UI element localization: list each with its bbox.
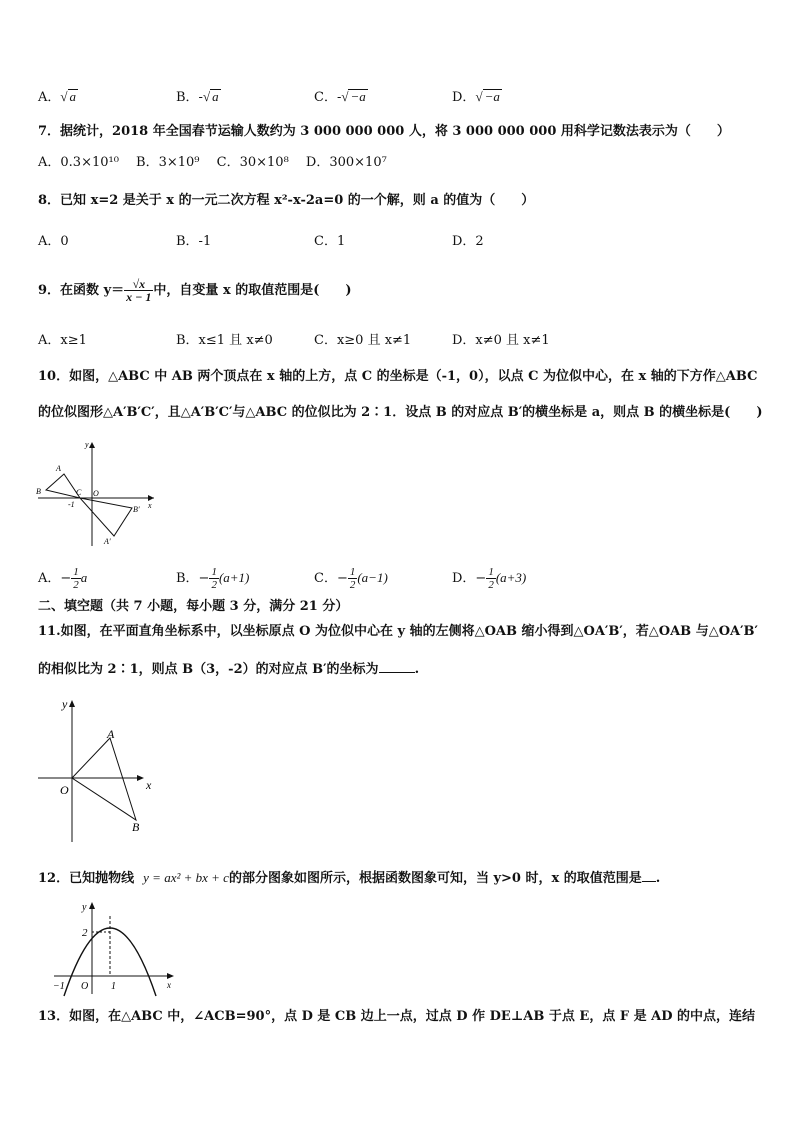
q10-label-bprime: B′ — [133, 505, 140, 514]
q9-option-c: C．x≥0 且 x≠1 — [314, 333, 412, 348]
q12-stem-end: . — [655, 871, 661, 886]
q11-figure — [34, 694, 164, 844]
q12-label-neg1: −1 — [53, 981, 65, 992]
q12-label-2: 2 — [82, 927, 88, 939]
q6-option-d-label: D． — [452, 90, 476, 105]
q6-option-b-label: B．- — [176, 90, 203, 105]
q10-label-neg1: -1 — [68, 500, 75, 509]
q6-option-a-radicand: a — [69, 89, 77, 104]
q12-label-y: y — [82, 902, 87, 913]
q10-stem-line1: 10．如图，△ABC 中 AB 两个顶点在 x 轴的上方，点 C 的坐标是（-1，0），以点 C 为位似中心，在 x 轴的下方作△ABC — [38, 369, 758, 384]
q9-fraction-numerator: √x — [124, 278, 153, 291]
q8-option-c: C．1 — [314, 234, 346, 249]
q10-label-c: C — [76, 488, 82, 497]
q9-stem-pre: 9．在函数 y＝ — [38, 283, 125, 298]
q6-option-b: B．-√ a — [176, 89, 219, 105]
q11-stem-line1: 11.如图，在平面直角坐标系中，以坐标原点 O 为位似中心在 y 轴的左侧将△OAB 缩小得到△OA′B′，若△OAB 与△OA′B′ — [38, 624, 758, 639]
q11-triangle-oab — [72, 738, 136, 820]
q12-label-x: x — [167, 980, 171, 990]
q10-option-a-label: A．− — [38, 571, 72, 586]
q12-formula: y = ax² + bx + c — [143, 870, 229, 885]
q10-option-d-label: D．− — [452, 571, 487, 586]
q9-stem — [38, 278, 352, 303]
q12-label-1: 1 — [111, 981, 116, 992]
q10-frac-den: 2 — [211, 579, 217, 591]
q10-label-aprime: A′ — [104, 537, 111, 546]
q10-frac-num: 1 — [211, 566, 217, 578]
q10-frac-num: 1 — [488, 566, 494, 578]
q11-label-o: O — [60, 783, 69, 797]
q12-stem — [38, 869, 660, 888]
q12-answer-blank — [642, 881, 656, 882]
q10-option-d-expr: (a+3) — [495, 570, 527, 585]
q10-label-y: y — [85, 440, 89, 449]
q10-triangle-abc — [46, 474, 80, 498]
q10-frac-den: 2 — [73, 579, 79, 591]
q10-option-b-expr: (a+1) — [218, 570, 250, 585]
q10-option-a-expr: a — [80, 570, 88, 585]
q12-label-o: O — [81, 981, 89, 992]
q6-option-d: D．√ −a — [452, 89, 500, 105]
q10-figure — [34, 438, 164, 550]
q10-label-x: x — [148, 501, 152, 510]
q11-label-y: y — [62, 697, 68, 711]
q8-stem: 8．已知 x=2 是关于 x 的一元二次方程 x²-x-2a=0 的一个解，则 a 的值为（ ） — [38, 193, 535, 208]
q10-frac-den: 2 — [488, 579, 494, 591]
q10-option-c-expr: (a−1) — [357, 570, 388, 585]
q7-options: A．0.3×10¹⁰ B．3×10⁹ C．30×10⁸ D．300×10⁷ — [38, 155, 387, 170]
q8-option-a: A．0 — [38, 234, 69, 249]
q10-option-b-label: B．− — [176, 571, 210, 586]
q11-answer-blank — [379, 672, 415, 673]
q10-label-b: B — [36, 487, 41, 496]
q13-stem: 13．如图，在△ABC 中，∠ACB=90°，点 D 是 CB 边上一点，过点 D 作 DE⊥AB 于点 E，点 F 是 AD 的中点，连结 — [38, 1009, 756, 1024]
q12-figure — [50, 898, 180, 998]
q6-option-c-radicand: −a — [350, 89, 366, 104]
q9-stem-post: 中，自变量 x 的取值范围是( ) — [153, 283, 352, 298]
q6-option-d-radicand: −a — [484, 89, 500, 104]
q9-option-b: B．x≤1 且 x≠0 — [176, 333, 273, 348]
section-2-heading: 二、填空题（共 7 小题，每小题 3 分，满分 21 分） — [38, 599, 349, 614]
q11-label-x: x — [146, 778, 152, 792]
q10-option-a — [38, 566, 87, 591]
q10-frac-num: 1 — [349, 566, 356, 578]
q8-option-d: D．2 — [452, 234, 484, 249]
q10-option-c — [314, 566, 388, 591]
q8-option-b: B．-1 — [176, 234, 212, 249]
q11-stem-line2-end: . — [414, 662, 420, 677]
q6-option-c-label: C．- — [314, 90, 342, 105]
q10-triangle-apbpcp — [80, 498, 132, 536]
q11-label-a: A — [107, 727, 115, 741]
q10-label-o: O — [93, 489, 99, 498]
q9-fraction-denominator: x − 1 — [126, 290, 152, 304]
q10-label-a: A — [56, 464, 61, 473]
q6-option-c: C．-√ −a — [314, 89, 366, 105]
q10-frac-den: 2 — [349, 579, 356, 591]
q10-stem-line2: 的位似图形△A′B′C′，且△A′B′C′与△ABC 的位似比为 2∶1．设点 B 的对应点 B′的横坐标是 a，则点 B 的横坐标是( ) — [38, 405, 763, 420]
q11-label-b: B — [132, 820, 140, 834]
q6-option-b-radicand: a — [212, 89, 219, 104]
q6-option-a-label: A． — [38, 90, 61, 105]
q10-option-d — [452, 566, 526, 591]
q10-option-c-label: C．− — [314, 571, 348, 586]
q7-stem: 7．据统计，2018 年全国春节运输人数约为 3 000 000 000 人，将 3 000 000 000 用科学记数法表示为（ ） — [38, 124, 730, 139]
q10-option-b — [176, 566, 249, 591]
q9-option-d: D．x≠0 且 x≠1 — [452, 333, 550, 348]
q9-option-a: A．x≥1 — [38, 333, 87, 348]
q12-stem-pre: 12．已知抛物线 — [38, 871, 135, 886]
q12-stem-post: 的部分图象如图所示，根据函数图象可知，当 y>0 时，x 的取值范围是 — [228, 871, 642, 886]
q11-stem-line2-text: 的相似比为 2∶1，则点 B（3，-2）的对应点 B′的坐标为 — [38, 662, 379, 677]
q11-stem-line2 — [38, 661, 419, 679]
q6-option-a: A．√ a — [38, 89, 77, 105]
q10-frac-num: 1 — [73, 566, 79, 578]
